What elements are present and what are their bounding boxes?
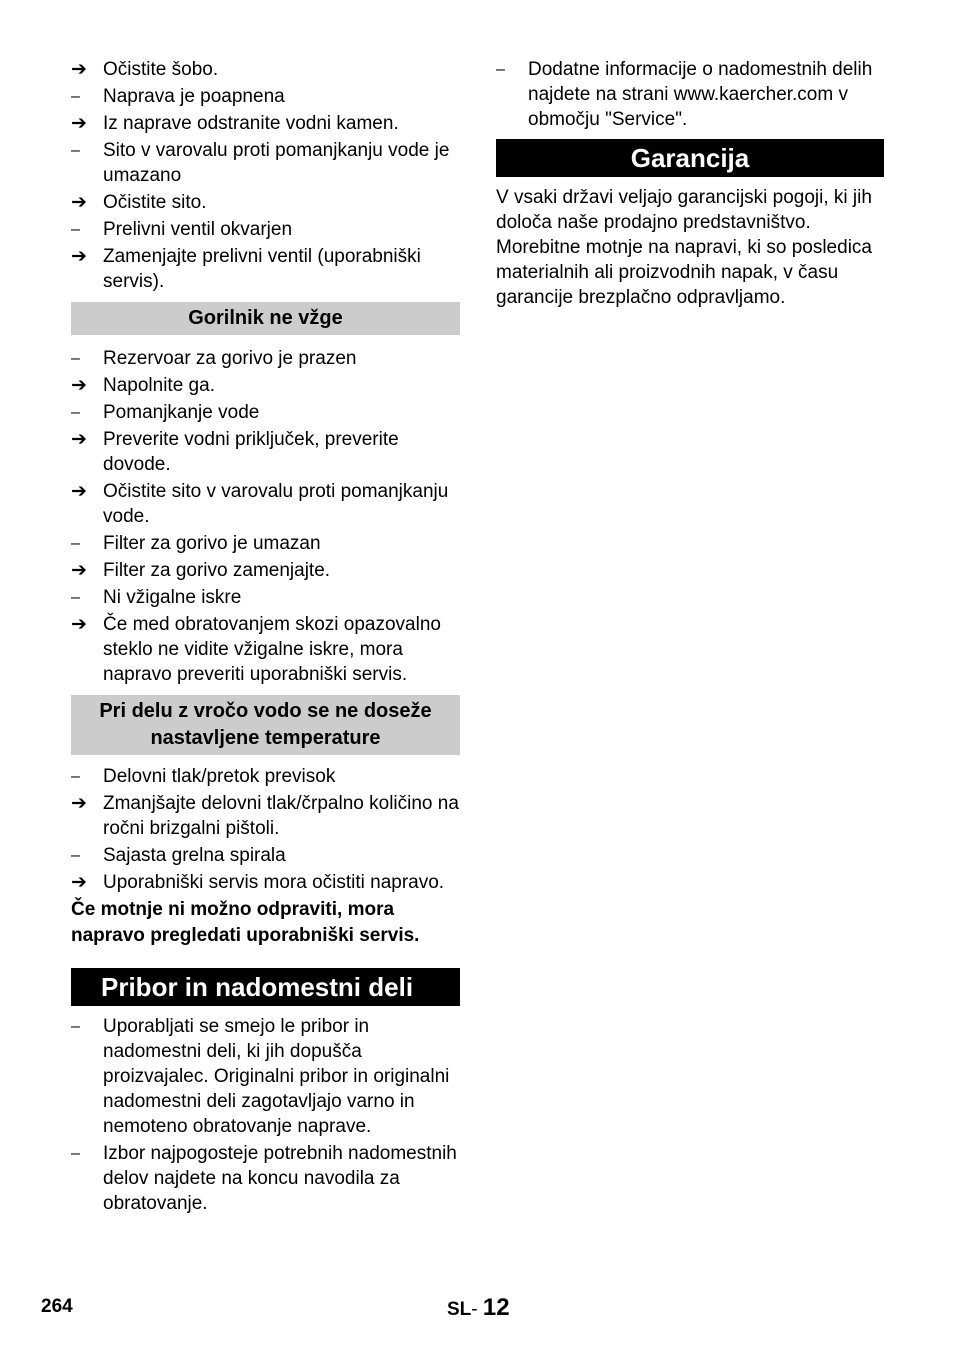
section-heading-vroca-voda: Pri delu z vročo vodo se ne doseže nastavljene temperature [71, 695, 460, 755]
arrow-right-icon: ➔ [71, 793, 87, 814]
dash-bullet-icon: – [71, 88, 80, 105]
list-item [71, 190, 460, 215]
left-column [71, 57, 460, 1218]
list-item [71, 764, 460, 789]
list-item [71, 558, 460, 583]
list-item [71, 373, 460, 398]
list-item-text: Ni vžigalne iskre [103, 587, 242, 608]
dash-bullet-icon: – [71, 404, 80, 421]
list-item-text: Pomanjkanje vode [103, 402, 260, 423]
dash-bullet-icon: – [71, 847, 80, 864]
list-item [71, 346, 460, 371]
list-item [71, 612, 460, 687]
list-item [71, 111, 460, 136]
list-pribor [71, 1014, 460, 1216]
dash-bullet-icon: – [71, 142, 80, 159]
arrow-right-icon: ➔ [71, 375, 87, 396]
list-item [71, 791, 460, 841]
arrow-right-icon: ➔ [71, 59, 87, 80]
list-item-text: Očistite sito. [103, 192, 207, 213]
dash-bullet-icon: – [71, 1018, 80, 1035]
list-item [71, 217, 460, 242]
list-item-text: Izbor najpogosteje potrebnih nadomestnih delov najdete na koncu navodila za obratovanje. [103, 1143, 457, 1214]
arrow-right-icon: ➔ [71, 614, 87, 635]
chapter-heading-pribor: Pribor in nadomestni deli [71, 968, 460, 1006]
list-item [71, 57, 460, 82]
list-item [71, 84, 460, 109]
arrow-right-icon: ➔ [71, 246, 87, 267]
list-item [71, 870, 460, 895]
dash-bullet-icon: – [71, 350, 80, 367]
list-item [71, 1141, 460, 1216]
list-item [71, 479, 460, 529]
arrow-right-icon: ➔ [71, 872, 87, 893]
list-item-text: Sajasta grelna spirala [103, 845, 286, 866]
dash-bullet-icon: – [71, 535, 80, 552]
arrow-right-icon: ➔ [71, 560, 87, 581]
list-item-text: Iz naprave odstranite vodni kamen. [103, 113, 399, 134]
list-top-right [496, 57, 884, 132]
arrow-right-icon: ➔ [71, 192, 87, 213]
list-item-text: Očistite sito v varovalu proti pomanjkanju vode. [103, 481, 449, 527]
list-top-left [71, 57, 460, 294]
footer-lang-code: SL [447, 1299, 472, 1320]
garancija-paragraph: V vsaki državi veljajo garancijski pogoji, ki jih določa naše prodajno predstavništvo. Morebitne motnje na napravi, ki so posledica materialnih ali proizvodnih napak, v času garancije brezplačno odpravljamo. [496, 187, 872, 308]
bold-note: Če motnje ni možno odpraviti, mora napravo pregledati uporabniški servis. [71, 899, 420, 946]
list-gorilnik [71, 346, 460, 687]
arrow-right-icon: ➔ [71, 113, 87, 134]
list-item [71, 585, 460, 610]
dash-bullet-icon: – [71, 221, 80, 238]
list-item-text: Sito v varovalu proti pomanjkanju vode je umazano [103, 140, 450, 186]
list-item [71, 1014, 460, 1139]
section-heading-gorilnik: Gorilnik ne vžge [71, 302, 460, 335]
list-item-text: Prelivni ventil okvarjen [103, 219, 293, 240]
list-item [71, 400, 460, 425]
list-item-text: Očistite šobo. [103, 59, 219, 80]
footer-page-number: 264 [41, 1296, 73, 1317]
list-item [71, 531, 460, 556]
footer-separator: - [471, 1299, 478, 1320]
chapter-heading-garancija: Garancija [496, 139, 884, 177]
arrow-right-icon: ➔ [71, 429, 87, 450]
list-item-text: Preverite vodni priključek, preverite dovode. [103, 429, 399, 475]
list-item-text: Napolnite ga. [103, 375, 215, 396]
arrow-right-icon: ➔ [71, 481, 87, 502]
list-item-text: Zamenjajte prelivni ventil (uporabniški servis). [103, 246, 421, 292]
dash-bullet-icon: – [71, 768, 80, 785]
list-item-text: Naprava je poapnena [103, 86, 285, 107]
footer-section-marker [447, 1294, 510, 1322]
list-item [71, 244, 460, 294]
list-item-text: Rezervoar za gorivo je prazen [103, 348, 357, 369]
footer-section-page: 12 [482, 1294, 510, 1321]
list-item-text: Dodatne informacije o nadomestnih delih najdete na strani www.kaercher.com v območju "Service". [528, 59, 873, 130]
list-item-text: Filter za gorivo je umazan [103, 533, 321, 554]
list-item [496, 57, 884, 132]
list-item-text: Filter za gorivo zamenjajte. [103, 560, 331, 581]
right-column [496, 57, 884, 310]
dash-bullet-icon: – [71, 1145, 80, 1162]
list-item-text: Delovni tlak/pretok previsok [103, 766, 336, 787]
list-item-text: Če med obratovanjem skozi opazovalno steklo ne vidite vžigalne iskre, mora napravo preveriti uporabniški servis. [103, 614, 441, 685]
list-item-text: Uporabniški servis mora očistiti napravo. [103, 872, 445, 893]
dash-bullet-icon: – [496, 61, 505, 78]
list-item [71, 843, 460, 868]
list-item [71, 138, 460, 188]
list-item-text: Uporabljati se smejo le pribor in nadomestni deli, ki jih dopušča proizvajalec. Originalni pribor in originalni nadomestni deli zagotavljajo varno in nemoteno obratovanje naprave. [103, 1016, 450, 1137]
list-item-text: Zmanjšajte delovni tlak/črpalno količino na ročni brizgalni pištoli. [103, 793, 459, 839]
list-item [71, 427, 460, 477]
list-vroca-voda [71, 764, 460, 895]
dash-bullet-icon: – [71, 589, 80, 606]
